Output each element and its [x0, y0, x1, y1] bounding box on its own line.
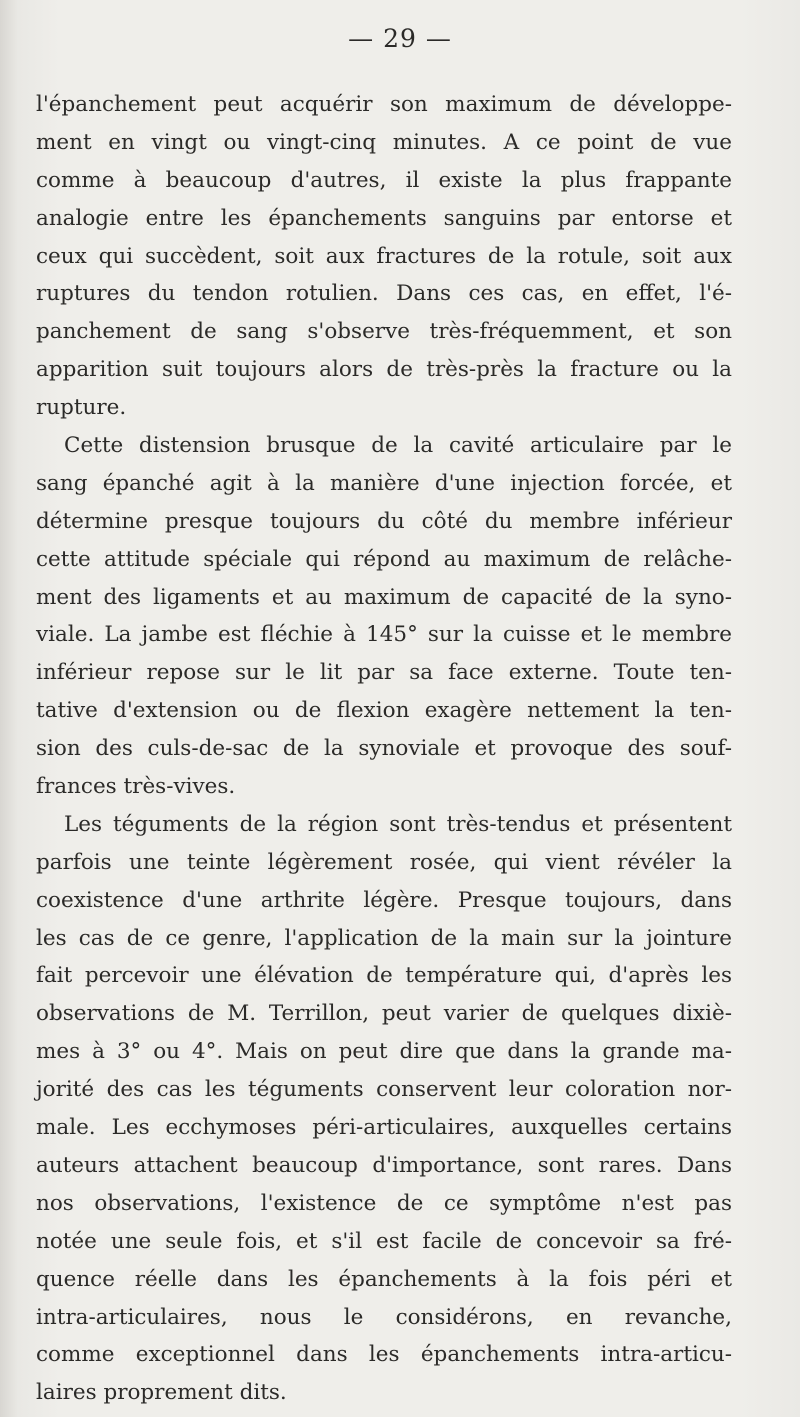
text-line: Cette distension brusque de la cavité articulaire par le — [64, 433, 732, 459]
text-line: male. Les ecchymoses péri-articulaires, auxquelles certains — [36, 1115, 732, 1141]
text-line: laires proprement dits. — [36, 1380, 287, 1406]
text-line: coexistence d'une arthrite légère. Presque toujours, dans — [36, 887, 732, 913]
text-line: inférieur repose sur le lit par sa face externe. Toute ten- — [36, 660, 732, 686]
text-line: sion des culs-de-sac de la synoviale et provoque des souf- — [36, 736, 732, 762]
text-line: cette attitude spéciale qui répond au maximum de relâche- — [36, 546, 732, 572]
text-line: nos observations, l'existence de ce symptôme n'est pas — [36, 1190, 732, 1216]
text-line: auteurs attachent beaucoup d'importance, sont rares. Dans — [36, 1152, 732, 1178]
text-line: panchement de sang s'observe très-fréquemment, et son — [36, 319, 732, 345]
text-line: rupture. — [36, 395, 127, 421]
text-line: ment des ligaments et au maximum de capacité de la syno- — [36, 584, 732, 610]
text-line: parfois une teinte légèrement rosée, qui vient révéler la — [36, 849, 732, 875]
text-line: sang épanché agit à la manière d'une injection forcée, et — [36, 470, 732, 496]
text-line: ceux qui succèdent, soit aux fractures de la rotule, soit aux — [36, 243, 732, 269]
text-line: ment en vingt ou vingt-cinq minutes. A ce point de vue — [36, 129, 732, 155]
body-text — [36, 86, 732, 1412]
text-line: frances très-vives. — [36, 774, 236, 800]
text-line: tative d'extension ou de flexion exagère nettement la ten- — [36, 698, 732, 724]
text-line: jorité des cas les téguments conservent leur coloration nor- — [36, 1077, 732, 1103]
text-line: fait percevoir une élévation de température qui, d'après les — [36, 963, 732, 989]
text-line: détermine presque toujours du côté du membre inférieur — [36, 508, 732, 534]
text-line: ruptures du tendon rotulien. Dans ces cas, en effet, l'é- — [36, 281, 732, 307]
text-line: apparition suit toujours alors de très-près la fracture ou la — [36, 357, 732, 383]
text-line: Les téguments de la région sont très-tendus et présentent — [64, 811, 732, 837]
text-line: intra-articulaires, nous le considérons, en revanche, — [36, 1304, 732, 1330]
text-line: observations de M. Terrillon, peut varier de quelques dixiè- — [36, 1001, 732, 1027]
text-line: comme à beaucoup d'autres, il existe la plus frappante — [36, 167, 732, 193]
text-line: mes à 3° ou 4°. Mais on peut dire que dans la grande ma- — [36, 1039, 732, 1065]
text-line: viale. La jambe est fléchie à 145° sur la cuisse et le membre — [36, 622, 732, 648]
page-number: — 29 — — [348, 24, 452, 53]
text-line: notée une seule fois, et s'il est facile de concevoir sa fré- — [36, 1228, 732, 1254]
text-line: analogie entre les épanchements sanguins par entorse et — [36, 205, 732, 231]
text-line: quence réelle dans les épanchements à la fois péri et — [36, 1266, 732, 1292]
text-line: comme exceptionnel dans les épanchements intra-articu- — [36, 1342, 732, 1368]
text-line: les cas de ce genre, l'application de la main sur la jointure — [36, 925, 732, 951]
text-line: l'épanchement peut acquérir son maximum de développe- — [36, 92, 732, 117]
